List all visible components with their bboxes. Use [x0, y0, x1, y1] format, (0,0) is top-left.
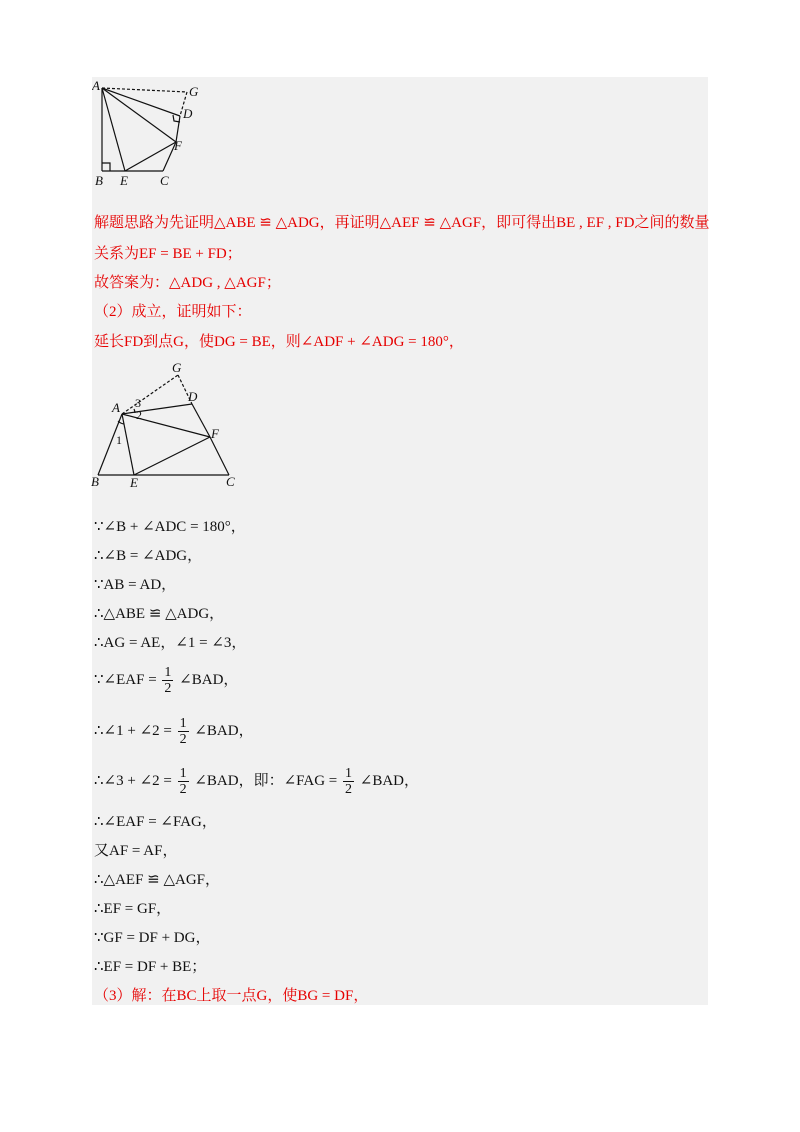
- figure-2: [88, 358, 248, 492]
- fraction-half: [162, 665, 173, 696]
- proof-line-6-b: ∠BAD，: [179, 671, 239, 688]
- proof-line-9: ∴∠EAF = ∠FAG，: [94, 814, 217, 830]
- figure-1: [92, 78, 212, 190]
- fig2-label-A: A: [112, 400, 120, 415]
- fraction-denominator: 2: [164, 681, 172, 696]
- text-line-3: 故答案为：△ADG , △AGF；: [94, 275, 281, 291]
- proof-line-6: [94, 665, 238, 696]
- fig2-label-G: G: [172, 360, 182, 375]
- proof-line-11: ∴△AEF ≌ △AGF，: [94, 872, 221, 888]
- fig2-label-B: B: [91, 474, 99, 489]
- proof-line-2: ∴∠B = ∠ADG，: [94, 548, 203, 564]
- text-line-5: 延长FD到点G，使DG = BE，则∠ADF + ∠ADG = 180°，: [94, 334, 464, 350]
- fig1-label-A: A: [92, 78, 100, 93]
- proof-line-6-a: ∵∠EAF =: [94, 671, 157, 688]
- proof-line-13: ∵GF = DF + DG，: [94, 930, 211, 946]
- fig1-label-F: F: [174, 138, 182, 153]
- proof-line-8-b: ∠BAD，即：∠FAG =: [194, 772, 338, 789]
- text-line-2: 关系为EF = BE + FD；: [94, 246, 242, 262]
- fraction-denominator: 2: [179, 782, 187, 797]
- proof-line-15: （3）解：在BC上取一点G，使BG = DF，: [94, 988, 369, 1004]
- proof-line-8-c: ∠BAD，: [359, 772, 420, 789]
- proof-line-3: ∵AB = AD，: [94, 577, 177, 593]
- fig1-label-D: D: [183, 106, 193, 121]
- text-line-4: （2）成立，证明如下：: [94, 304, 252, 320]
- fraction-half: [178, 766, 189, 797]
- proof-line-1: ∵∠B + ∠ADC = 180°，: [94, 519, 246, 535]
- fraction-numerator: 1: [345, 766, 353, 781]
- fig2-label-D: D: [188, 389, 198, 404]
- fig2-label-1: 1: [116, 433, 122, 447]
- fraction-numerator: 1: [179, 766, 187, 781]
- proof-line-12: ∴EF = GF，: [94, 901, 172, 917]
- proof-line-8: [94, 766, 419, 797]
- text-line-1: 解题思路为先证明△ABE ≌ △ADG，再证明△AEF ≌ △AGF，即可得出BE , EF , FD之间的数量: [94, 215, 710, 231]
- fig1-label-G: G: [189, 84, 199, 99]
- fig2-label-F: F: [211, 426, 219, 441]
- fraction-denominator: 2: [179, 732, 187, 747]
- proof-line-4: ∴△ABE ≌ △ADG，: [94, 606, 225, 622]
- proof-line-14: ∴EF = DF + BE；: [94, 959, 207, 975]
- proof-line-5: ∴AG = AE，∠1 = ∠3，: [94, 635, 247, 651]
- fraction-numerator: 1: [179, 716, 187, 731]
- fig1-label-E: E: [120, 173, 128, 188]
- proof-line-8-a: ∴∠3 + ∠2 =: [94, 772, 172, 789]
- fraction-half: [343, 766, 354, 797]
- proof-line-10: 又AF = AF，: [94, 843, 178, 859]
- fraction-denominator: 2: [345, 782, 353, 797]
- fraction-numerator: 1: [164, 665, 172, 680]
- fig2-label-3: 3: [135, 396, 141, 410]
- proof-line-7: [94, 716, 254, 747]
- proof-line-7-b: ∠BAD，: [194, 722, 254, 739]
- fig1-label-C: C: [160, 173, 169, 188]
- proof-line-7-a: ∴∠1 + ∠2 =: [94, 722, 172, 739]
- fig2-label-2: 2: [136, 408, 142, 422]
- fig1-label-B: B: [95, 173, 103, 188]
- fraction-half: [178, 716, 189, 747]
- fig2-label-E: E: [130, 475, 138, 490]
- fig2-label-C: C: [226, 474, 235, 489]
